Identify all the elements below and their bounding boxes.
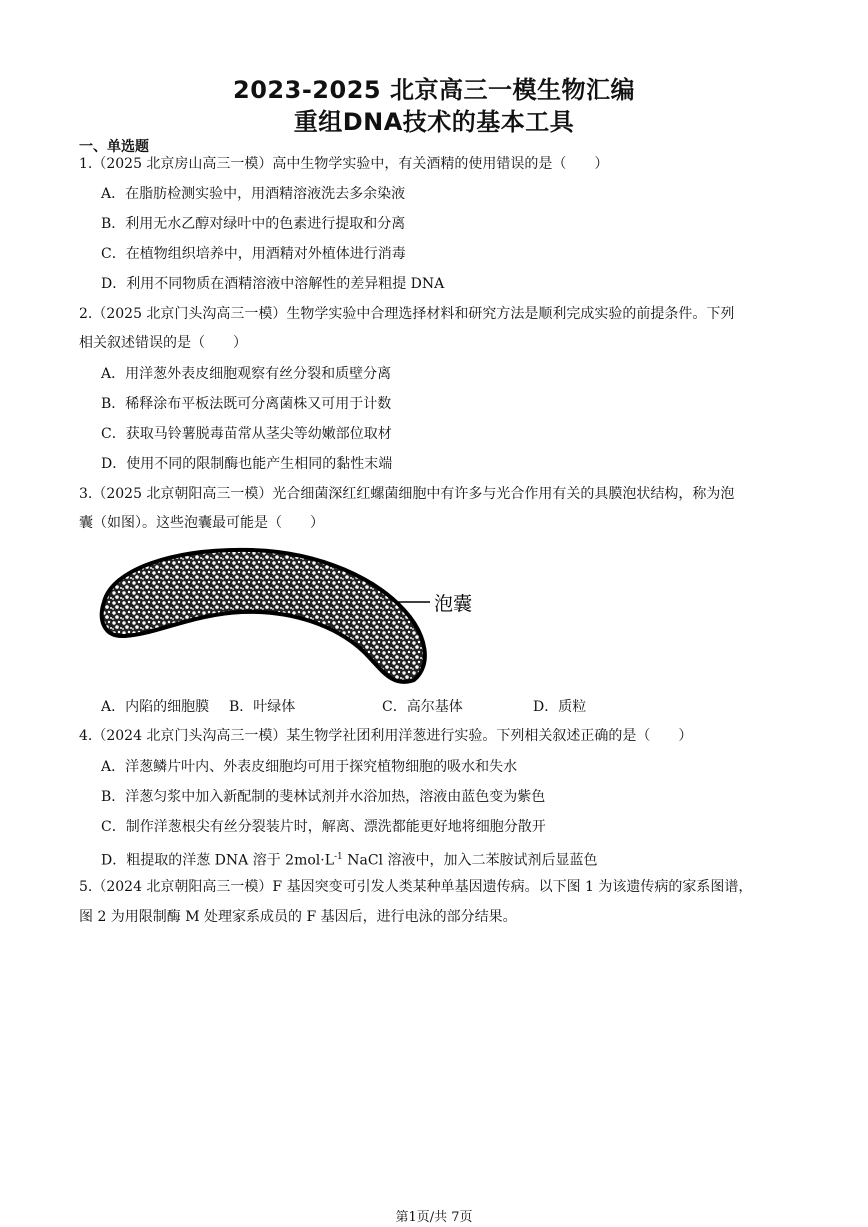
question-4-option-a: A．洋葱鳞片叶内、外表皮细胞均可用于探究植物细胞的吸水和失水	[101, 759, 518, 775]
question-3-option-a: A．内陷的细胞膜	[101, 699, 210, 715]
question-2-option-b: B．稀释涂布平板法既可分离菌株又可用于计数	[101, 396, 392, 412]
question-1-option-b: B．利用无水乙醇对绿叶中的色素进行提取和分离	[101, 216, 406, 232]
question-2-option-c: C．获取马铃薯脱毒苗常从茎尖等幼嫩部位取材	[101, 426, 392, 442]
question-4-stem: 4.（2024 北京门头沟高三一模）某生物学社团利用洋葱进行实验。下列相关叙述正确的是（ ）	[79, 728, 693, 744]
question-5-stem-line1: 5.（2024 北京朝阳高三一模）F 基因突变可引发人类某种单基因遗传病。以下图 1 为该遗传病的家系图谱，	[79, 879, 753, 895]
question-3-option-d: D．质粒	[533, 699, 587, 715]
question-4-option-d-part2: NaCl 溶液中，加入二苯胺试剂后显蓝色	[342, 852, 598, 869]
question-4-option-d-part1: D．粗提取的洋葱 DNA 溶于 2mol·L	[101, 852, 334, 869]
question-3-stem-line1: 3.（2025 北京朝阳高三一模）光合细菌深红红螺菌细胞中有许多与光合作用有关的具膜泡状结构，称为泡	[79, 486, 735, 502]
question-1-stem: 1.（2025 北京房山高三一模）高中生物学实验中，有关酒精的使用错误的是（ ）	[79, 156, 609, 172]
question-2-stem-line1: 2.（2025 北京门头沟高三一模）生物学实验中合理选择材料和研究方法是顺利完成实验的前提条件。下列	[79, 306, 735, 322]
question-1-option-c: C．在植物组织培养中，用酒精对外植体进行消毒	[101, 246, 406, 262]
question-3-option-c: C．高尔基体	[382, 699, 463, 715]
question-2-option-d: D．使用不同的限制酶也能产生相同的黏性末端	[101, 456, 393, 472]
question-3-option-b: B．叶绿体	[229, 699, 296, 715]
page-footer: 第1页/共 7页	[395, 1210, 473, 1225]
question-1-option-d: D．利用不同物质在酒精溶液中溶解性的差异粗提 DNA	[101, 276, 445, 292]
question-3-stem-line2: 囊（如图）。这些泡囊最可能是（ ）	[79, 515, 324, 531]
section-title: 一、单选题	[79, 139, 149, 155]
question-1-option-a: A．在脂肪检测实验中，用酒精溶液洗去多余染液	[101, 186, 406, 202]
question-4-option-d-superscript: -1	[334, 852, 343, 862]
question-4-option-d	[101, 848, 597, 870]
question-2-option-a: A．用洋葱外表皮细胞观察有丝分裂和质壁分离	[101, 366, 392, 382]
document-subtitle: 重组DNA技术的基本工具	[293, 108, 575, 136]
question-2-stem-line2: 相关叙述错误的是（ ）	[79, 335, 247, 351]
bacterium-cell-body	[102, 550, 425, 682]
figure-label: 泡囊	[434, 593, 473, 615]
vesicle-bacterium-figure	[92, 540, 492, 690]
question-4-option-c: C．制作洋葱根尖有丝分裂装片时，解离、漂洗都能更好地将细胞分散开	[101, 819, 546, 835]
document-title: 2023-2025 北京高三一模生物汇编	[233, 76, 635, 104]
question-5-stem-line2: 图 2 为用限制酶 M 处理家系成员的 F 基因后，进行电泳的部分结果。	[79, 909, 517, 925]
question-4-option-b: B．洋葱匀浆中加入新配制的斐林试剂并水浴加热，溶液由蓝色变为紫色	[101, 789, 546, 805]
